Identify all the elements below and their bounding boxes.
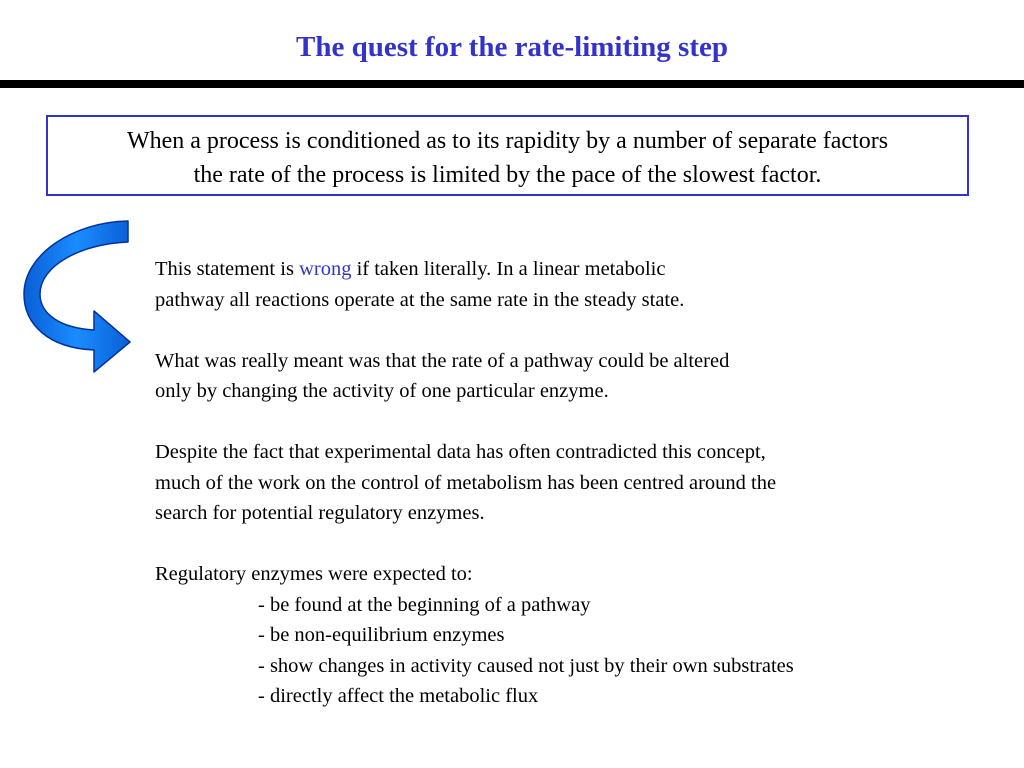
paragraph-3-line-1: Despite the fact that experimental data has often contradicted this concept, (155, 441, 766, 463)
paragraph-gap (155, 315, 995, 346)
list-item: - directly affect the metabolic flux (258, 685, 539, 707)
paragraph-1-line-1 (155, 254, 995, 285)
list-item: - show changes in activity caused not just by their own substrates (258, 654, 794, 677)
slide-title: The quest for the rate-limiting step (296, 31, 728, 63)
title-divider (0, 80, 1024, 88)
paragraph-2-line-1: What was really meant was that the rate of a pathway could be altered (155, 349, 730, 372)
list-item: - be non-equilibrium enzymes (258, 624, 505, 646)
list-item: - be found at the beginning of a pathway (258, 593, 591, 616)
paragraph-gap (155, 407, 995, 438)
paragraph-3-line-3: search for potential regulatory enzymes. (155, 502, 485, 524)
quote-line-1: When a process is conditioned as to its rapidity by a number of separate factors (126, 128, 889, 154)
paragraph-3-line-2: much of the work on the control of metabolism has been centred around the (155, 471, 777, 494)
paragraph-gap (155, 529, 995, 560)
curved-arrow-icon (22, 218, 134, 376)
p1-prefix: This statement is (155, 258, 300, 280)
quote-box (46, 115, 969, 196)
paragraph-1-line-2: pathway all reactions operate at the same rate in the steady state. (155, 288, 685, 311)
p1-suffix: if taken literally. In a linear metabolic (351, 258, 666, 280)
body-text (155, 254, 995, 712)
paragraph-2-line-2: only by changing the activity of one particular enzyme. (155, 380, 609, 402)
highlight-word: wrong (299, 258, 352, 280)
quote-line-2: the rate of the process is limited by the pace of the slowest factor. (193, 162, 822, 188)
paragraph-4-intro: Regulatory enzymes were expected to: (155, 563, 473, 585)
